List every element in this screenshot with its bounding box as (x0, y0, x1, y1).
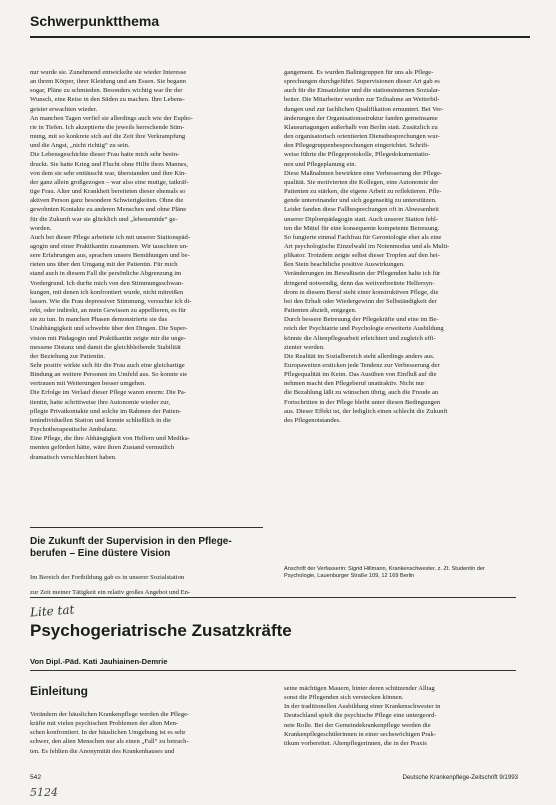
text-line: qualität. Sie motivierten die Kollegen, eine Autonomie der (284, 178, 439, 186)
text-line: sere Erfahrungen aus, sprachen unsere Bemühungen und be- (30, 252, 190, 260)
text-line: geister erwachten wieder. (30, 105, 98, 113)
running-header (30, 6, 530, 38)
text-line: messene Distanz und damit die gleichbleibende Stabilität (30, 343, 181, 351)
text-line: tige Frau. Alter und Krankheit bereiteten dieser ehemals so (30, 188, 186, 196)
text-line: nete Rolle. Bei der Gemeindekrankenpflege werden die (284, 721, 431, 729)
text-line: zur Zeit meiner Tätigkeit ein relativ großes Angebot und En- (30, 589, 191, 597)
text-line: bei den Erhalt oder Wiedergewinn der Selbständigkeit der (284, 297, 437, 305)
text-line: auch für die Einsatzleiter und die stationsinternen Sozialar- (284, 87, 441, 95)
text-line: menten gefördert hätte, wäre ihren Zustand vermutlich (30, 444, 175, 452)
text-line: vision mit Pädagogin und Praktikantin zeigte mir die unge- (30, 334, 187, 342)
text-line: Patienten abzielt, entgegen. (284, 307, 357, 315)
text-line: Veränderungen im Bewußtsein der Pflegenden halte ich für (284, 270, 441, 278)
text-line: stand auch in diesem Fall die persönliche Abgrenzung im (30, 270, 182, 278)
text-line: druckt. Sie hatte Krieg und Flucht ohne Hilfe ihres Mannes, (30, 160, 189, 168)
text-line: beiter. Die Mitarbeiter wurden zur Teilnahme an Weiterbil- (284, 96, 440, 104)
text-line: des Pflegenotstandes. (284, 416, 341, 424)
text-line: So fungierte einmal Fachfrau für Gerontologie eher als eine (284, 233, 442, 241)
text-line: tikum vorbereitet. Altenpflegerinnen, die in der Praxis (284, 739, 427, 747)
text-line: Die Lebensgeschichte dieser Frau hatte mich sehr beein- (30, 151, 180, 159)
text-line: ßen Stein beachtliche positive Auswirkungen. (284, 261, 405, 269)
section-label: Schwerpunktthema (30, 13, 160, 29)
text-line: Diese Maßnahmen bewirkten eine Verbesserung der Pflege- (284, 169, 443, 177)
text-line: aktiven Person ganz besondere Schwierigkeiten. Ohne die (30, 197, 184, 205)
text-line: Pflegequalität im Keim. Das Ausüben von Einfluß auf die (284, 371, 437, 379)
article-title: Psychogeriatrische Zusatzkräfte (30, 621, 292, 640)
text-line: von dem sie sehr enttäuscht war, überstanden und ihre Kin- (30, 169, 187, 177)
text-line: Eine Pflege, die ihre Abhängigkeit von Helfern und Medika- (30, 435, 190, 443)
text-line: worden. (30, 224, 52, 232)
text-line: plikator. Trotzdem zeigte selbst dieser Tropfen auf den hei- (284, 252, 440, 260)
text-line: lassen. Wie die Frau depressiver Stimmung, versuchte ich di- (30, 297, 192, 305)
journal-footer: Deutsche Krankenpflege-Zeitschrift 9/1993 (402, 774, 518, 781)
text-line: nen und Pflegeplanung ein. (284, 160, 357, 168)
text-line: der ganz allein großgezogen – war also eine mutige, tatkräf- (30, 178, 189, 186)
text-line: den organisatorisch orientierten Dienstbesprechungen wur- (284, 133, 440, 141)
text-line: vertrauen mit Weiterungen besser umgehen. (30, 380, 146, 388)
text-line: rieten uns über den Umgang mit der Patientin. Für mich (30, 261, 178, 269)
text-line: gewohnten Kontakte zu anderen Menschen und ohne Pläne (30, 206, 187, 214)
text-line: pflegte Privatkontakte und solche im Rahmen der Patien- (30, 407, 182, 415)
text-line: ten die Mittel für eine konsequente kompetente Betreuung. (284, 224, 440, 232)
title-divider (30, 670, 516, 671)
text-line: Deutschland spielt die psychische Pflege eine untergeord- (284, 712, 437, 720)
text-line: Unabhängigkeit und schwebte über den Dingen. Die Super- (30, 325, 188, 333)
text-line: gangement. Es wurden Balintgruppen für uns als Pflege- (284, 69, 434, 76)
article-divider (30, 597, 516, 598)
text-line: könnte die Altenpflegearbeit erleichtert und zugleich effi- (284, 334, 436, 342)
text-line: den Pflegegruppenbesprechungen eingerichtet. Schrift- (284, 142, 430, 150)
intro-column-left (30, 710, 263, 756)
text-line: gende untereinander und sich gegenseitig zu unterstützen. (284, 197, 437, 205)
text-line: ten. Es fehlten die Anonymität des Krankenhauses und (30, 747, 175, 755)
subsection-heading (30, 536, 270, 560)
text-line: reich der Psychiatrie und Psychologie erweiterte Ausbildung (284, 325, 444, 333)
text-line: dramatisch verschlechtert haben. (30, 453, 117, 461)
text-line: Patienten zu stärken, die eigene Arbeit zu reflektieren. Pfle- (284, 188, 442, 196)
text-line: agogin und einer Praktikantin zusammen. Wir tauschten un- (30, 242, 189, 250)
article-author: Von Dipl.-Päd. Kati Jauhiainen-Demrie (30, 657, 168, 666)
text-line: Krankenpflegeschülerinnen in einer sechswöchigen Prak- (284, 730, 436, 738)
text-line: unserer Diplompädagogin statt. Auch unserer Station fehl- (284, 215, 438, 223)
text-line: rie in Tiefen. Ich akzeptierte die jeweils herrschende Stim- (30, 123, 185, 131)
text-line: Psychotherapeutische Ambulanz. (30, 426, 118, 434)
text-line: sogar, Pläne zu schmieden. Besonders wichtig war ihr der (30, 87, 183, 95)
subsection-heading-line: berufen – Eine düstere Vision (30, 548, 171, 559)
text-line: Klausurtagungen außerhalb von Berlin statt. Zusätzlich zu (284, 123, 438, 131)
text-line: Verändern der häuslichen Krankenpflege werden die Pflege- (30, 711, 190, 718)
text-line: sonst die Pflegenden sich verstecken können. (284, 694, 404, 702)
text-line: Wunsch, eine Reise in den Süden zu machen. Ihre Lebens- (30, 96, 185, 104)
text-line: und die Angst, „nicht richtig“ zu sein. (30, 142, 130, 150)
text-line: der Beziehung zur Patientin. (30, 352, 106, 360)
text-line: dringend notwendig, denn das weitverbreitete Helfersyn- (284, 279, 435, 287)
text-line: mung, mit so konkrete sich auf die Zeit ihre Verkrampfung (30, 133, 186, 141)
text-line: nehmen macht den Pflegeberuf unattraktiv. Nicht nur (284, 380, 425, 388)
text-line: rekt, oder indirekt, an mein Gewissen zu appellieren, es für (30, 307, 186, 315)
text-line: Auch bei dieser Pflege arbeitete ich mit unserer Stationspäd- (30, 233, 191, 241)
text-line: dungen und zur fachlichen Qualifikation ermuntert. Bei Ver- (284, 105, 444, 113)
text-line: Sehr positiv wirkte sich für die Frau auch eine gleichartige (30, 362, 185, 369)
text-line: Fortschritten in der Pflege bleibt unter diesen Bedingungen (284, 398, 441, 406)
text-line: An manchen Tagen verfiel sie allerdings auch wie der Eupho- (30, 114, 193, 122)
text-line: aus. Dieser Effekt ist, der lediglich einen schlecht die Zukunft (284, 407, 448, 415)
article-column-right (284, 68, 516, 425)
text-line: an ihrem Körper, ihrer Kleidung und am Essen. Sie begann (30, 78, 186, 86)
article-column-left (30, 68, 263, 462)
text-line: drom in diesem Beruf steht einer konstruktiven Pflege, die (284, 288, 439, 296)
text-line: Europaweiten ersticken jede Tendenz zur Verbesserung der (284, 362, 440, 369)
text-line: kräfte mit vielen psychischen Problemen der alten Men- (30, 720, 179, 728)
text-line: änderungen der Organisationsstruktur fanden gemeinsame (284, 114, 438, 122)
text-line: kungen, mit denen ich konfrontiert wurde, nicht mitreißen (30, 288, 184, 296)
intro-column-right (284, 684, 516, 748)
text-line: tientin, hatte schrittweise ihre Autonomie wieder zur, (30, 398, 170, 406)
text-line: Leider fanden diese Fallbesprechungen oft in Abwesenheit (284, 206, 439, 214)
handwritten-annotation: Lite tat (29, 602, 75, 620)
text-line: schwer, den alten Menschen nur als einen „Fall“ zu betrach- (30, 738, 189, 746)
section-divider (30, 527, 263, 528)
text-line: Durch bessere Betreuung der Pflegekräfte und eine im Be- (284, 316, 439, 324)
text-line: Die Realität im Sozialbereich sieht allerdings anders aus. (284, 352, 435, 360)
text-line: In der traditionellen Ausbildung einer Krankenschwester in (284, 703, 441, 711)
text-line: Art psychologische Einzelwahl im Notenmodus und als Multi- (284, 242, 450, 250)
subsection-heading-line: Die Zukunft der Supervision in den Pflege- (30, 536, 232, 547)
text-line: zienter werden. (284, 343, 325, 351)
text-line: schen konfrontiert. In der häuslichen Umgebung ist es sehr (30, 729, 186, 737)
author-address-note: Anschrift der Verfasserin: Sigrid Hillmann, Krankenschwester, z. Zt. Studentin der Psychologie, Lauenburger Straße 109, 12 169 Berlin (284, 566, 485, 580)
text-line: sie zu tun. In manchen Phasen demonstrierte sie das (30, 316, 168, 324)
text-line: Bindung an weitere Personen im Umfeld aus. So konnte sie (30, 371, 188, 379)
subsection-body (30, 566, 263, 604)
text-line: tenindividuellen Station und konnte schließlich in die (30, 416, 172, 424)
page-number: 542 (30, 774, 42, 781)
text-line: für die Zukunft war sie glücklich und „lebensmüde“ ge- (30, 215, 178, 223)
text-line: Die Erfolge im Verlauf dieser Pflege waren enorm: Die Pa- (30, 389, 187, 397)
handwritten-stamp: 5124 (30, 786, 58, 799)
text-line: seine mächtigen Mauern, hinter deren schützender Alltag (284, 685, 435, 692)
text-line: die Bezahlung läßt zu wünschen übrig, auch die Freude an (284, 389, 439, 397)
text-line: weise führte die Pflegeprotokolle, Pflegedokumentatio- (284, 151, 431, 159)
section-heading: Einleitung (30, 684, 88, 698)
text-line: sprechungen durchgeführt. Supervisionen dieser Art gab es (284, 78, 440, 86)
text-line: Vordergrund. Ich durfte mich von den Stimmungsschwan- (30, 279, 184, 287)
text-line: nur wurde sie. Zunehmend entwickelte sie wieder Interesse (30, 69, 187, 76)
text-line: Im Bereich der Fortbildung gab es in unserer Sozialstation (30, 573, 185, 581)
